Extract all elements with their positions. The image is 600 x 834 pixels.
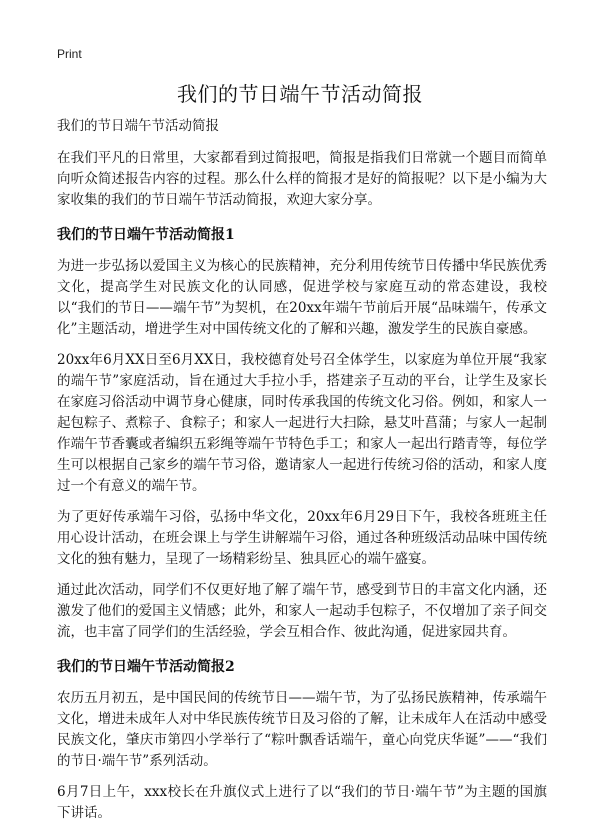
section-1-paragraph-3: 为了更好传承端午习俗，弘扬中华文化，20xx年6月29日下午，我校各班班主任用心设计活动，在班会课上与学生讲解端午习俗，通过各种班级活动品味中国传统文化的独有魅力，呈现了一场精彩纷呈、独具匠心的端午盛宴。 [57, 509, 547, 567]
document-title: 我们的节日端午节活动简报 [177, 82, 423, 106]
document-body [57, 116, 547, 834]
section-1-paragraph-1: 为进一步弘扬以爱国主义为核心的民族精神，充分利用传统节日传播中华民族优秀文化，提高学生对民族文化的认同感，促进学校与家庭互动的常态建设，我校以“我们的节日——端午节”为契机，在20xx年端午节前后开展“品味端午，传承文化”主题活动，增进学生对中国传统文化的了解和兴趣，激发学生的民族自豪感。 [57, 258, 547, 337]
print-link[interactable]: Print [57, 47, 82, 61]
section-heading-1: 我们的节日端午节活动简报1 [57, 227, 235, 243]
section-1-paragraph-2: 20xx年6月XX日至6月XX日，我校德育处号召全体学生，以家庭为单位开展“我家的端午节”家庭活动，旨在通过大手拉小手，搭建亲子互动的平台，让学生及家长在家庭习俗活动中调节身心健康，同时传承我国的传统文化习俗。例如，和家人一起包粽子、煮粽子、食粽子；和家人一起进行大扫除，悬艾叶菖蒲；与家人一起制作端午节香囊或者编织五彩绳等端午节特色手工；和家人一起出行踏青等，每位学生可以根据自己家乡的端午节习俗，邀请家人一起进行传统习俗的活动，和家人度过一个有意义的端午节。 [57, 352, 547, 494]
section-2-paragraph-1: 农历五月初五，是中国民间的传统节日——端午节，为了弘扬民族精神，传承端午文化，增进未成年人对中华民族传统节日及习俗的了解，让未成年人在活动中感受民族文化，肇庆市第四小学举行了“粽叶飘香话端午，童心向党庆华诞”——“我们的节日·端午节”系列活动。 [57, 690, 547, 769]
section-2-paragraph-2: 6月7日上午，xxx校长在升旗仪式上进行了以“我们的节日·端午节”为主题的国旗下讲话。 [57, 784, 547, 821]
document-subtitle: 我们的节日端午节活动简报 [57, 118, 219, 134]
section-1-paragraph-4: 通过此次活动，同学们不仅更好地了解了端午节，感受到节日的丰富文化内涵，还激发了他们的爱国主义情感；此外，和家人一起动手包粽子，不仅增加了亲子间交流，也丰富了同学们的生活经验，学会互相合作、彼此沟通，促进家园共育。 [57, 582, 547, 640]
intro-paragraph: 在我们平凡的日常里，大家都看到过简报吧，简报是指我们日常就一个题目而简单向听众简述报告内容的过程。那么什么样的简报才是好的简报呢？以下是小编为大家收集的我们的节日端午节活动简报，欢迎大家分享。 [57, 150, 547, 208]
section-heading-2: 我们的节日端午节活动简报2 [57, 659, 235, 675]
